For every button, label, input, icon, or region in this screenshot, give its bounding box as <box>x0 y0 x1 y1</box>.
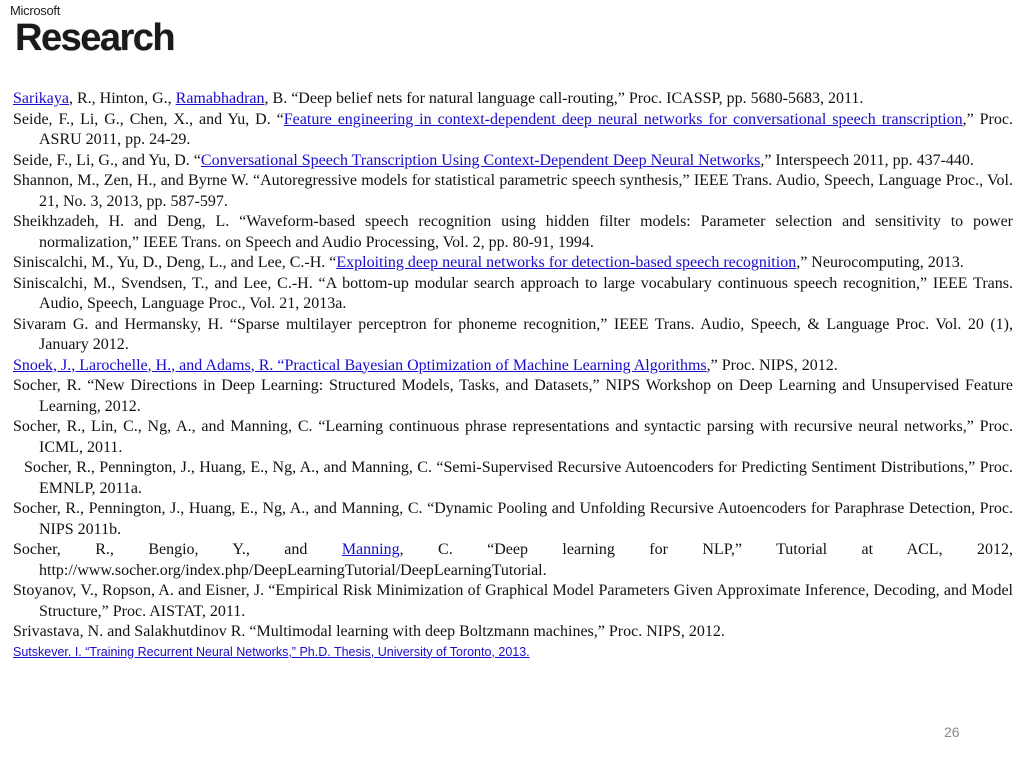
reference-item <box>13 274 1013 315</box>
reference-item <box>13 643 1013 661</box>
reference-item <box>13 171 1013 212</box>
reference-link[interactable]: Conversational Speech Transcription Using Context-Dependent Deep Neural Networks <box>200 151 761 169</box>
reference-item <box>13 212 1013 253</box>
page-number: 26 <box>944 724 960 740</box>
reference-link[interactable]: Feature engineering in context-dependent deep neural networks for conversational speech transcription <box>283 110 963 128</box>
reference-link[interactable]: Manning <box>341 541 400 558</box>
reference-link[interactable]: Ramabhadran <box>175 90 265 107</box>
reference-text: , B. “Deep belief nets for natural language call-routing,” Proc. ICASSP, pp. 5680-5683, 2011. <box>264 90 864 107</box>
reference-text: Socher, R., Pennington, J., Huang, E., Ng, A., and Manning, C. “Dynamic Pooling and Unfolding Recursive Autoencoders for Paraphrase Detection, Proc. NIPS 2011b. <box>13 500 1013 538</box>
reference-item <box>13 499 1013 540</box>
reference-item <box>13 376 1013 417</box>
reference-text: Socher, R. “New Directions in Deep Learning: Structured Models, Tasks, and Datasets,” NIPS Workshop on Deep Learning and Unsupervised Feature Learning, 2012. <box>13 377 1013 415</box>
reference-text: Seide, F., Li, G., and Yu, D. “ <box>13 151 201 169</box>
reference-text: , C. “Deep learning for NLP,” Tutorial at ACL, 2012, http://www.socher.org/index.php/DeepLearningTutorial/DeepLearningTutorial. <box>39 541 1013 579</box>
reference-item <box>13 356 1013 377</box>
microsoft-research-logo <box>10 4 174 58</box>
reference-item <box>13 622 1013 643</box>
reference-item <box>13 458 1013 499</box>
reference-text: Sheikhzadeh, H. and Deng, L. “Waveform-based speech recognition using hidden filter models: Parameter selection and sensitivity to power normalization,” IEEE Trans. on Speech and Audio Processing, Vol. 2, pp. 80-91, 1994. <box>13 213 1013 251</box>
logo-microsoft: Microsoft <box>10 3 61 18</box>
reference-text: ,” Proc. NIPS, 2012. <box>706 356 838 374</box>
reference-item <box>13 581 1013 622</box>
reference-link[interactable]: Exploiting deep neural networks for detection-based speech recognition <box>336 254 797 271</box>
reference-text: Siniscalchi, M., Svendsen, T., and Lee, C.-H. “A bottom-up modular search approach to large vocabulary continuous speech recognition,” IEEE Trans. Audio, Speech, Language Proc., Vol. 21, 2013a. <box>13 274 1013 312</box>
reference-item <box>13 417 1013 458</box>
reference-item <box>13 540 1013 581</box>
reference-text: ,” Interspeech 2011, pp. 437-440. <box>760 151 974 169</box>
reference-text: Socher, R., Pennington, J., Huang, E., Ng, A., and Manning, C. “Semi-Supervised Recursive Autoencoders for Predicting Sentiment Distributions,” Proc. EMNLP, 2011a. <box>24 459 1013 497</box>
reference-text: Siniscalchi, M., Yu, D., Deng, L., and Lee, C.-H. “ <box>13 254 337 271</box>
reference-item <box>13 110 1013 151</box>
reference-item <box>13 315 1013 356</box>
reference-text: Socher, R., Lin, C., Ng, A., and Manning, C. “Learning continuous phrase representations and syntactic parsing with recursive neural networks,” Proc. ICML, 2011. <box>13 418 1013 456</box>
reference-text: Sivaram G. and Hermansky, H. “Sparse multilayer perceptron for phoneme recognition,” IEEE Trans. Audio, Speech, & Language Proc. Vol. 20 (1), January 2012. <box>13 315 1013 353</box>
reference-text: ,” Proc. ASRU 2011, pp. 24-29. <box>39 110 1013 148</box>
reference-text: ,” Neurocomputing, 2013. <box>796 254 964 271</box>
reference-text: , R., Hinton, G., <box>68 90 176 107</box>
reference-text: Socher, R., Bengio, Y., and <box>13 541 342 558</box>
reference-text: Stoyanov, V., Ropson, A. and Eisner, J. “Empirical Risk Minimization of Graphical Model Parameters Given Approximate Inference, Decoding, and Model Structure,” Proc. AISTAT, 2011. <box>13 582 1013 620</box>
reference-link[interactable]: Sutskever. I. “Training Recurrent Neural Networks,” Ph.D. Thesis, University of Toronto, 2013. <box>13 644 530 659</box>
reference-item <box>13 151 1013 172</box>
reference-item <box>13 89 1013 110</box>
reference-text: Shannon, M., Zen, H., and Byrne W. “Autoregressive models for statistical parametric speech synthesis,” IEEE Trans. Audio, Speech, Language Proc., Vol. 21, No. 3, 2013, pp. 587-597. <box>13 172 1013 210</box>
reference-text: Srivastava, N. and Salakhutdinov R. “Multimodal learning with deep Boltzmann machines,” Proc. NIPS, 2012. <box>13 623 725 640</box>
reference-item <box>13 253 1013 274</box>
reference-link[interactable]: Sarikaya <box>13 90 69 107</box>
reference-text: Seide, F., Li, G., Chen, X., and Yu, D. “ <box>13 110 284 128</box>
reference-list <box>13 89 1013 661</box>
reference-link[interactable]: Snoek, J., Larochelle, H., and Adams, R. “Practical Bayesian Optimization of Machine Learning Algorithms <box>13 356 707 374</box>
logo-research: Research <box>15 17 175 59</box>
